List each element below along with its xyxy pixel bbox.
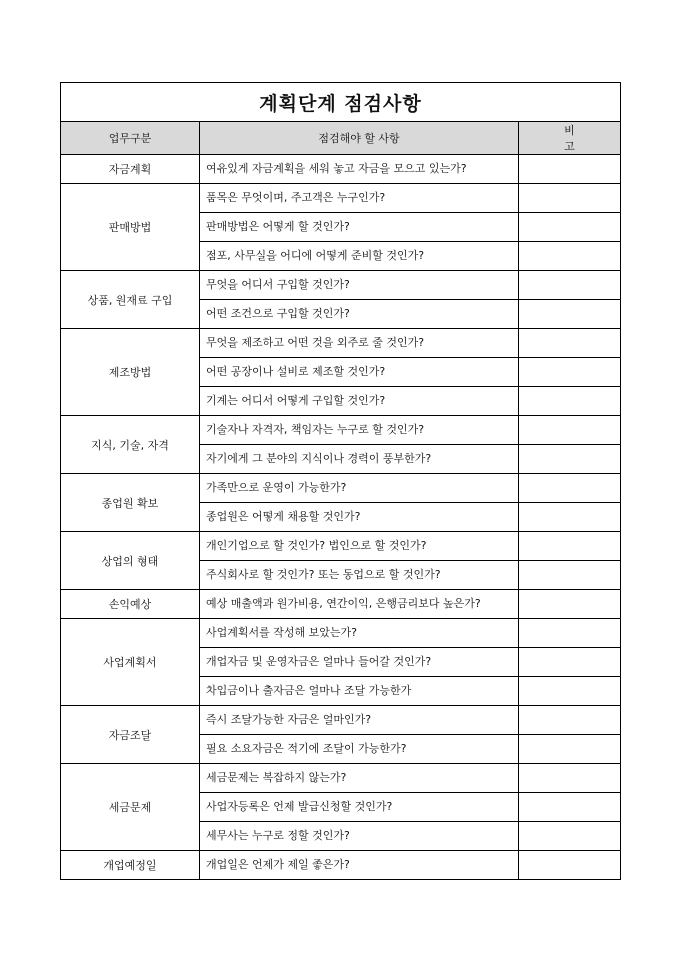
column-header-item: 점검해야 할 사항 — [200, 122, 519, 155]
check-item-cell: 세금문제는 복잡하지 않는가? — [200, 764, 519, 793]
check-item-cell: 필요 소요자금은 적기에 조달이 가능한가? — [200, 735, 519, 764]
table-row — [61, 474, 621, 503]
check-item-cell: 무엇을 어디서 구입할 것인가? — [200, 271, 519, 300]
category-cell: 상업의 형태 — [61, 532, 200, 590]
check-item-cell: 세무사는 누구로 정할 것인가? — [200, 822, 519, 851]
table-row — [61, 416, 621, 445]
category-cell: 종업원 확보 — [61, 474, 200, 532]
table-row — [61, 155, 621, 184]
check-item-cell: 사업자등록은 언제 발급신청할 것인가? — [200, 793, 519, 822]
note-cell[interactable] — [519, 474, 621, 503]
note-cell[interactable] — [519, 764, 621, 793]
table-row — [61, 619, 621, 648]
note-cell[interactable] — [519, 822, 621, 851]
note-cell[interactable] — [519, 561, 621, 590]
note-cell[interactable] — [519, 445, 621, 474]
category-cell: 개업예정일 — [61, 851, 200, 880]
note-cell[interactable] — [519, 532, 621, 561]
check-item-cell: 무엇을 제조하고 어떤 것을 외주로 줄 것인가? — [200, 329, 519, 358]
note-cell[interactable] — [519, 329, 621, 358]
note-cell[interactable] — [519, 648, 621, 677]
column-header-note: 비 고 — [519, 122, 621, 155]
check-item-cell: 여유있게 자금계획을 세워 놓고 자금을 모으고 있는가? — [200, 155, 519, 184]
note-cell[interactable] — [519, 271, 621, 300]
table-row — [61, 271, 621, 300]
note-cell[interactable] — [519, 387, 621, 416]
note-cell[interactable] — [519, 184, 621, 213]
note-cell[interactable] — [519, 735, 621, 764]
note-cell[interactable] — [519, 242, 621, 271]
check-item-cell: 점포, 사무실을 어디에 어떻게 준비할 것인가? — [200, 242, 519, 271]
category-cell: 제조방법 — [61, 329, 200, 416]
note-cell[interactable] — [519, 300, 621, 329]
check-item-cell: 기술자나 자격자, 책임자는 누구로 할 것인가? — [200, 416, 519, 445]
note-cell[interactable] — [519, 706, 621, 735]
note-cell[interactable] — [519, 793, 621, 822]
note-cell[interactable] — [519, 590, 621, 619]
category-cell: 손익예상 — [61, 590, 200, 619]
category-cell: 판매방법 — [61, 184, 200, 271]
note-cell[interactable] — [519, 503, 621, 532]
page-title: 계획단계 점검사항 — [61, 83, 621, 122]
header-row — [61, 122, 621, 155]
table-row — [61, 706, 621, 735]
check-item-cell: 품목은 무엇이며, 주고객은 누구인가? — [200, 184, 519, 213]
check-item-cell: 예상 매출액과 원가비용, 연간이익, 은행금리보다 높은가? — [200, 590, 519, 619]
category-cell: 사업계획서 — [61, 619, 200, 706]
check-item-cell: 즉시 조달가능한 자금은 얼마인가? — [200, 706, 519, 735]
note-cell[interactable] — [519, 677, 621, 706]
check-item-cell: 어떤 조건으로 구입할 것인가? — [200, 300, 519, 329]
table-row — [61, 851, 621, 880]
note-cell[interactable] — [519, 155, 621, 184]
check-item-cell: 개업일은 언제가 제일 좋은가? — [200, 851, 519, 880]
table-row — [61, 532, 621, 561]
note-cell[interactable] — [519, 851, 621, 880]
table-row — [61, 590, 621, 619]
check-item-cell: 개인기업으로 할 것인가? 법인으로 할 것인가? — [200, 532, 519, 561]
check-item-cell: 차입금이나 출자금은 얼마나 조달 가능한가 — [200, 677, 519, 706]
check-item-cell: 가족만으로 운영이 가능한가? — [200, 474, 519, 503]
table-row — [61, 329, 621, 358]
checklist-table — [60, 82, 621, 880]
check-item-cell: 개업자금 및 운영자금은 얼마나 들어갈 것인가? — [200, 648, 519, 677]
check-item-cell: 판매방법은 어떻게 할 것인가? — [200, 213, 519, 242]
table-row — [61, 764, 621, 793]
check-item-cell: 자기에게 그 분야의 지식이나 경력이 풍부한가? — [200, 445, 519, 474]
check-item-cell: 사업계획서를 작성해 보았는가? — [200, 619, 519, 648]
note-cell[interactable] — [519, 358, 621, 387]
check-item-cell: 주식회사로 할 것인가? 또는 동업으로 할 것인가? — [200, 561, 519, 590]
check-item-cell: 기계는 어디서 어떻게 구입할 것인가? — [200, 387, 519, 416]
category-cell: 자금계획 — [61, 155, 200, 184]
check-item-cell: 어떤 공장이나 설비로 제조할 것인가? — [200, 358, 519, 387]
title-row — [61, 83, 621, 122]
category-cell: 세금문제 — [61, 764, 200, 851]
table-row — [61, 184, 621, 213]
column-header-category: 업무구분 — [61, 122, 200, 155]
checklist-sheet — [60, 82, 620, 880]
note-cell[interactable] — [519, 619, 621, 648]
category-cell: 상품, 원재료 구입 — [61, 271, 200, 329]
note-cell[interactable] — [519, 416, 621, 445]
check-item-cell: 종업원은 어떻게 채용할 것인가? — [200, 503, 519, 532]
note-cell[interactable] — [519, 213, 621, 242]
category-cell: 지식, 기술, 자격 — [61, 416, 200, 474]
category-cell: 자금조달 — [61, 706, 200, 764]
